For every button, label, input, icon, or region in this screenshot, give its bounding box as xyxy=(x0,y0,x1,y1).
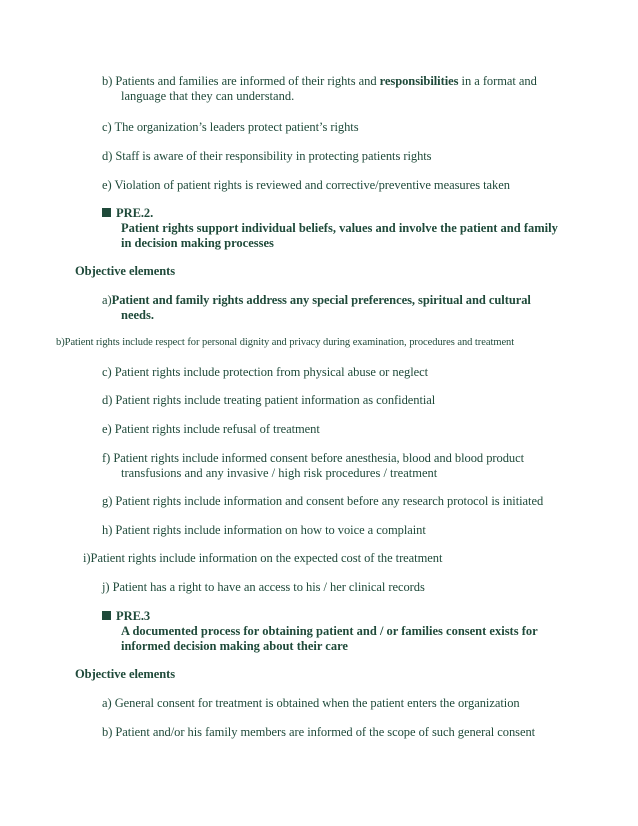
item-text: Patient and family rights address any special preferences, spiritual and cultural xyxy=(111,293,531,307)
list-marker: b) xyxy=(102,74,113,88)
item-b-dignity xyxy=(56,335,514,350)
item-text: Patient rights include information on the expected cost of the treatment xyxy=(90,551,443,565)
item-b-scope-consent xyxy=(102,725,535,740)
item-text: Patient rights include refusal of treatment xyxy=(114,422,320,436)
list-marker: h) xyxy=(102,523,113,537)
item-f-continuation: transfusions and any invasive / high risk procedures / treatment xyxy=(121,466,438,480)
objective-elements-heading: Objective elements xyxy=(75,667,176,681)
list-marker: f) xyxy=(102,451,111,465)
list-marker: i) xyxy=(83,551,91,565)
item-text: The organization’s leaders protect patient’s rights xyxy=(114,120,359,134)
list-marker: d) xyxy=(102,149,113,163)
item-f-informed-consent xyxy=(102,451,524,466)
list-marker: a) xyxy=(102,293,112,307)
item-d-staff xyxy=(102,149,432,164)
item-a-continuation: needs. xyxy=(121,308,154,322)
item-text: Patient and/or his family members are informed of the scope of such general consent xyxy=(115,725,536,739)
list-marker: b) xyxy=(56,337,65,348)
list-marker: j) xyxy=(102,580,110,594)
item-a-general-consent xyxy=(102,696,520,711)
list-marker: g) xyxy=(102,494,113,508)
item-text-end: in a format and xyxy=(458,74,537,88)
square-bullet-icon xyxy=(102,611,111,620)
item-i-cost xyxy=(83,551,442,566)
standard-pre3-code: PRE.3 xyxy=(102,609,150,624)
list-marker: a) xyxy=(102,696,112,710)
item-b-responsibilities xyxy=(102,74,537,89)
item-text-bold: responsibilities xyxy=(379,74,459,88)
item-b-continuation: language that they can understand. xyxy=(121,89,295,103)
item-e-refusal xyxy=(102,422,320,437)
item-text: Patient rights include protection from physical abuse or neglect xyxy=(114,365,429,379)
item-text: General consent for treatment is obtained when the patient enters the organization xyxy=(114,696,520,710)
item-text: Patient rights include respect for personal dignity and privacy during examination, procedures and treatment xyxy=(64,337,515,348)
item-text: Staff is aware of their responsibility in protecting patients rights xyxy=(115,149,432,163)
standard-pre3-line1: A documented process for obtaining patient and / or families consent exists for xyxy=(121,624,538,638)
standard-pre2-code: PRE.2. xyxy=(102,206,153,221)
item-text: Patient rights include informed consent before anesthesia, blood and blood product xyxy=(113,451,525,465)
list-marker: c) xyxy=(102,365,112,379)
item-e-violation xyxy=(102,178,510,193)
item-text: Patient rights include information on how to voice a complaint xyxy=(115,523,426,537)
item-c-abuse xyxy=(102,365,428,380)
objective-elements-heading: Objective elements xyxy=(75,264,176,278)
square-bullet-icon xyxy=(102,208,111,217)
standard-pre2-line1: Patient rights support individual beliefs, values and involve the patient and family xyxy=(121,221,558,235)
item-a-preferences xyxy=(102,293,531,308)
list-marker: c) xyxy=(102,120,112,134)
list-marker: e) xyxy=(102,422,112,436)
item-h-complaint xyxy=(102,523,426,538)
list-marker: b) xyxy=(102,725,113,739)
list-marker: e) xyxy=(102,178,112,192)
standard-pre3-line2: informed decision making about their care xyxy=(121,639,348,653)
item-text: Patient rights include treating patient information as confidential xyxy=(115,393,436,407)
item-d-confidential xyxy=(102,393,435,408)
list-marker: d) xyxy=(102,393,113,407)
item-text: Violation of patient rights is reviewed and corrective/preventive measures taken xyxy=(114,178,510,192)
item-text: Patient rights include information and consent before any research protocol is initiated xyxy=(115,494,544,508)
item-g-research xyxy=(102,494,543,509)
item-text: Patients and families are informed of their rights and xyxy=(115,74,380,88)
item-c-leaders xyxy=(102,120,359,135)
standard-pre2-line2: in decision making processes xyxy=(121,236,274,250)
item-text: Patient has a right to have an access to his / her clinical records xyxy=(112,580,425,594)
item-j-records xyxy=(102,580,425,595)
